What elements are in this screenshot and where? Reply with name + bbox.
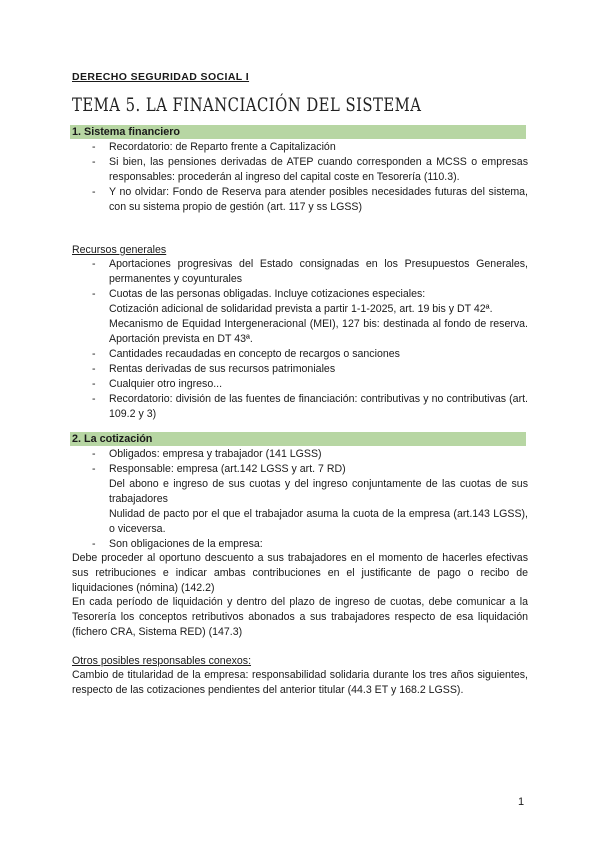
section2-list xyxy=(92,447,528,552)
list-item: - Obligados: empresa y trabajador (141 LGSS) xyxy=(92,448,322,460)
page-number: 1 xyxy=(518,796,525,808)
list-item: - Rentas derivadas de sus recursos patrimoniales xyxy=(92,363,336,375)
list-item: - Cantidades recaudadas en concepto de recargos o sanciones xyxy=(92,348,400,360)
sub-item: Mecanismo de Equidad Intergeneracional (MEI), 127 bis: destinada al fondo de reserva. Aportación prevista en DT 43ª. xyxy=(109,318,528,345)
recursos-list xyxy=(92,257,528,422)
page-title: TEMA 5. LA FINANCIACIÓN DEL SISTEMA xyxy=(72,94,422,116)
list-item: - Cuotas de las personas obligadas. Incluye cotizaciones especiales: Cotización adicional de solidaridad prevista a partir 1-1-2025, art. 19 bis y DT 42ª. Mecanismo de Equidad Intergeneracional (MEI), 127 bis: destinada al fondo de reserva. Aportación prevista en DT 43ª. xyxy=(92,288,528,345)
list-item: - Recordatorio: de Reparto frente a Capitalización xyxy=(92,141,336,153)
sub-item: Del abono e ingreso de sus cuotas y del ingreso conjuntamente de las cuotas de sus trabajadores xyxy=(109,478,528,505)
section-heading: 2. La cotización xyxy=(72,433,153,445)
recursos-heading: Recursos generales xyxy=(72,244,167,256)
sub-item: Cotización adicional de solidaridad prevista a partir 1-1-2025, art. 19 bis y DT 42ª. xyxy=(109,303,493,315)
list-item: - Son obligaciones de la empresa: xyxy=(92,538,263,550)
list-item: - Cualquier otro ingreso... xyxy=(92,378,223,390)
section1-list xyxy=(92,140,528,215)
list-item: - Responsable: empresa (art.142 LGSS y art. 7 RD) Del abono e ingreso de sus cuotas y del ingreso conjuntamente de las cuotas de sus trabajadores Nulidad de pacto por el que el trabajador asuma la cuota de la empresa (art.143 LGSS), o viceversa. xyxy=(92,463,528,535)
list-item: - Si bien, las pensiones derivadas de ATEP cuando corresponden a MCSS o empresas responsables: procederán al ingreso del capital coste en Tesorería (110.3). xyxy=(92,156,528,183)
section-heading: 1. Sistema financiero xyxy=(72,126,181,138)
list-item: - Recordatorio: división de las fuentes de financiación: contributivas y no contributivas (art. 109.2 y 3) xyxy=(92,393,528,420)
paragraph: En cada período de liquidación y dentro del plazo de ingreso de cuotas, debe comunicar a la Tesorería los conceptos retributivos abonados a sus trabajadores respecto de esa liquidación (fichero CRA, Sistema RED) (147.3) xyxy=(72,596,528,638)
list-item: - Aportaciones progresivas del Estado consignadas en los Presupuestos Generales, permanentes y coyunturales xyxy=(92,258,528,285)
sub-item: Nulidad de pacto por el que el trabajador asuma la cuota de la empresa (art.143 LGSS), o viceversa. xyxy=(109,508,528,535)
subject-heading: DERECHO SEGURIDAD SOCIAL I xyxy=(72,71,250,83)
paragraph: Cambio de titularidad de la empresa: responsabilidad solidaria durante los tres años siguientes, respecto de las cotizaciones pendientes del anterior titular (44.3 ET y 168.2 LGSS). xyxy=(72,669,528,696)
paragraph: Debe proceder al oportuno descuento a sus trabajadores en el momento de hacerles efectivas sus retribuciones e indicar ambas contribuciones en el justificante de pago o recibo de liquidaciones (nómina) (142.2) xyxy=(72,552,528,594)
otros-heading: Otros posibles responsables conexos: xyxy=(72,655,252,667)
list-item: - Y no olvidar: Fondo de Reserva para atender posibles necesidades futuras del sistema, con su sistema propio de gestión (art. 117 y ss LGSS) xyxy=(92,186,528,213)
